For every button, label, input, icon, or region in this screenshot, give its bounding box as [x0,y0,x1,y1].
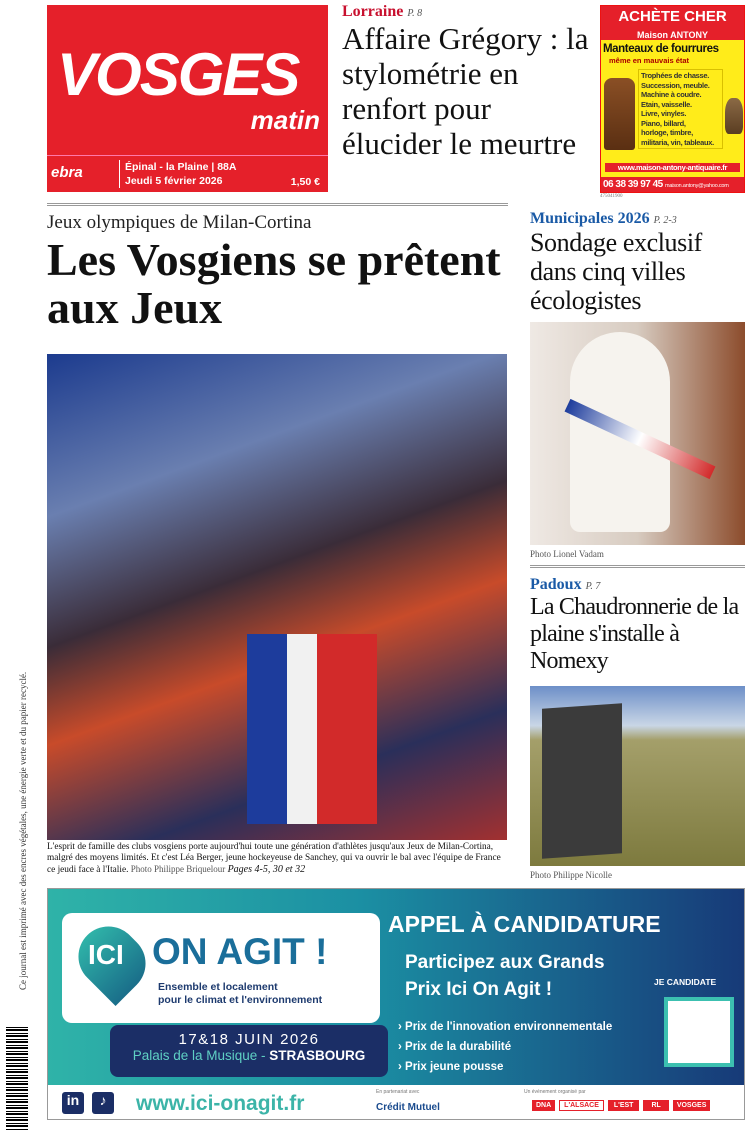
ici-logo: ON AGIT ! [152,931,328,972]
ad-title: ACHÈTE CHER [618,8,727,25]
edition-bar [47,155,328,192]
ad-email: maison.antony@yahoo.com [665,183,729,189]
ad-ref: 475041900 [600,194,623,199]
prizes-list: › Prix de l'innovation environnementale › Prix de la durabilité › Prix jeune pousse [398,1021,613,1073]
sign-board [542,703,622,859]
banner-url[interactable]: www.ici-onagit.fr [136,1092,305,1115]
ad-heading: Manteaux de fourrures [603,43,719,55]
lead-photo[interactable] [47,354,507,840]
french-flag [317,634,377,824]
side2-credit: Photo Philippe Nicolle [530,870,612,880]
ad-website[interactable]: www.maison-antony-antiquaire.fr [605,163,740,172]
cta-label[interactable]: JE CANDIDATE [654,977,717,987]
lead-credit: Photo Philippe Briquelour [130,864,226,874]
divider [47,203,508,206]
call-title: APPEL À CANDIDATURE [388,911,661,937]
qr-code[interactable] [668,1001,730,1063]
edition: Épinal - la Plaine | 88A [125,161,237,173]
barcode [6,1025,28,1130]
ad-antony[interactable] [600,5,745,193]
organizer-logos: DNA L'ALSACE L'EST RL VOSGES [532,1100,710,1111]
logo: VOSGES [57,41,299,108]
lead-kicker: Jeux olympiques de Milan-Cortina [47,212,312,233]
date: Jeudi 5 février 2026 [125,175,223,187]
ad-subtitle: Maison ANTONY [636,30,708,40]
lead-headline[interactable]: Les Vosgiens se prêtent aux Jeux [47,234,501,333]
top-headline: Affaire Grégory : la stylométrie en renfort pour élucider le meurtre [342,21,589,161]
side2-headline: La Chaudronnerie de la plaine s'installe à Nomexy [530,594,739,674]
logo-sub: matin [250,105,320,135]
site-photo[interactable] [530,686,745,866]
ad-phone: 06 38 39 97 45 [603,179,663,190]
ad-subheading: même en mauvais état [609,56,690,65]
side-story-1[interactable]: Municipales 2026 P. 2-3 Sondage exclusif dans cinq villes écologistes [530,210,750,315]
masthead [47,5,328,192]
top-page: P. 8 [407,8,423,19]
lead-pages: Pages 4-5, 30 et 32 [227,864,306,875]
ici-on-agit-ad[interactable]: ICI ON AGIT ! Ensemble et localement pour le climat et l'environnement 17&18 JUIN 2026 Palais de la Musique - STRASBOURG APPEL À CANDIDATURE Participez aux Grands Prix Ici On Agit ! › Prix de l'innovation environnementale › Prix de la durabilité › Prix jeune pousse JE CANDIDATE in ♪ www.ici-onagit.fr En partenariat avec Crédit Mutuel Un événement organisé par DNA L'ALSACE L'EST RL VOSGES [47,888,745,1120]
side1-credit: Photo Lionel Vadam [530,549,604,559]
deer-trophy-image [725,98,743,134]
side1-headline: Sondage exclusif dans cinq villes écologistes [530,228,702,315]
ad-items: Trophées de chasse. Succession, meuble. Machine à coudre. Etain, vaisselle. Livre, vinyles. Piano, billard, horloge, timbre, militaria, vin, tableaux. [638,69,723,149]
marianne-photo[interactable] [530,322,745,545]
event-dates: 17&18 JUIN 2026 [178,1031,320,1048]
top-story[interactable] [342,3,592,161]
lead-caption: L'esprit de famille des clubs vosgiens porte aujourd'hui toute une génération d'athlètes jusqu'aux Jeux de Milan-Cortina, malgré des moyens limités. Et c'est Léa Berger, jeune hockeyeuse de Sanchey, qui va ouvrir le bal avec l'équipe de France ce jeudi face à l'Italie. Photo Philippe Briquelour Pages 4-5, 30 et 32 [47,842,501,875]
partner-logo: Crédit Mutuel [376,1102,440,1113]
ebra-logo: ebra [51,164,83,181]
price: 1,50 € [290,176,320,188]
top-kicker: Lorraine [342,3,404,20]
fur-coat-image [604,78,635,150]
linkedin-icon[interactable]: in [62,1092,84,1114]
print-note: Ce journal est imprimé avec des encres végétales, une énergie verte et du papier recyclé. [18,671,28,990]
tiktok-icon[interactable]: ♪ [92,1092,114,1114]
side-story-2[interactable]: Padoux P. 7 La Chaudronnerie de la plaine s'installe à Nomexy [530,576,750,675]
